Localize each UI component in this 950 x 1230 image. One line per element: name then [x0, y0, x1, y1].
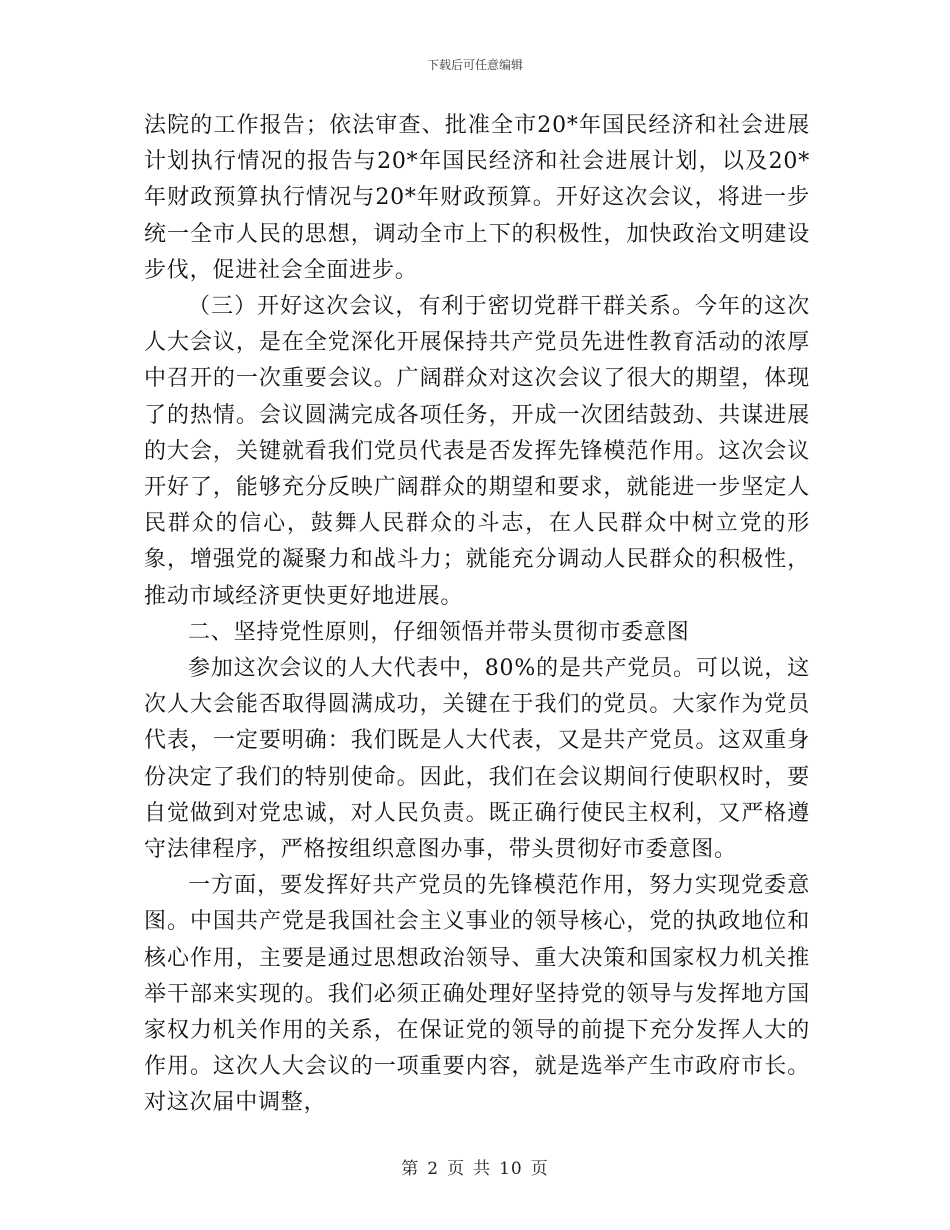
section-heading: 二、坚持党性原则，仔细领悟并带头贯彻市委意图	[188, 619, 690, 645]
page-number-total: 10	[499, 1159, 523, 1179]
footer-page-word: 页	[447, 1159, 466, 1179]
page-header: 下载后可任意编辑	[426, 58, 523, 72]
footer-suffix: 页	[530, 1159, 549, 1179]
footer-prefix: 第	[401, 1159, 420, 1179]
page-footer	[0, 1154, 950, 1179]
document-body	[144, 108, 810, 1122]
footer-total-prefix: 共	[473, 1159, 492, 1179]
paragraph-1: 法院的工作报告；依法审查、批准全市20*年国民经济和社会进展计划执行情况的报告与20*年国民经济和社会进展计划，以及20*年财政预算执行情况与20*年财政预算。开好这次会议，将进一步统一全市人民的思想，调动全市上下的积极性，加快政治文明建设步伐，促进社会全面进步。	[144, 113, 810, 283]
page-number-current: 2	[427, 1159, 440, 1179]
paragraph-2: （三）开好这次会议，有利于密切党群干群关系。今年的这次人大会议，是在全党深化开展保持共产党员先进性教育活动的浓厚中召开的一次重要会议。广阔群众对这次会议了很大的期望，体现了的热情。会议圆满完成各项任务，开成一次团结鼓劲、共谋进展的大会，关键就看我们党员代表是否发挥先锋模范作用。这次会议开好了，能够充分反映广阔群众的期望和要求，就能进一步坚定人民群众的信心，鼓舞人民群众的斗志，在人民群众中树立党的形象，增强党的凝聚力和战斗力；就能充分调动人民群众的积极性，推动市域经济更快更好地进展。	[144, 294, 810, 609]
paragraph-4: 一方面，要发挥好共产党员的先锋模范作用，努力实现党委意图。中国共产党是我国社会主义事业的领导核心，党的执政地位和核心作用，主要是通过思想政治领导、重大决策和国家权力机关推举干部来实现的。我们必须正确处理好坚持党的领导与发挥地方国家权力机关作用的关系，在保证党的领导的前提下充分发挥人大的作用。这次人大会议的一项重要内容，就是选举产生市政府市长。对这次届中调整，	[144, 873, 810, 1116]
paragraph-3: 参加这次会议的人大代表中，80%的是共产党员。可以说，这次人大会能否取得圆满成功，关键在于我们的党员。大家作为党员代表，一定要明确：我们既是人大代表，又是共产党员。这双重身份决定了我们的特别使命。因此，我们在会议期间行使职权时，要自觉做到对党忠诚，对人民负责。既正确行使民主权利，又严格遵守法律程序，严格按组织意图办事，带头贯彻好市委意图。	[144, 656, 810, 863]
